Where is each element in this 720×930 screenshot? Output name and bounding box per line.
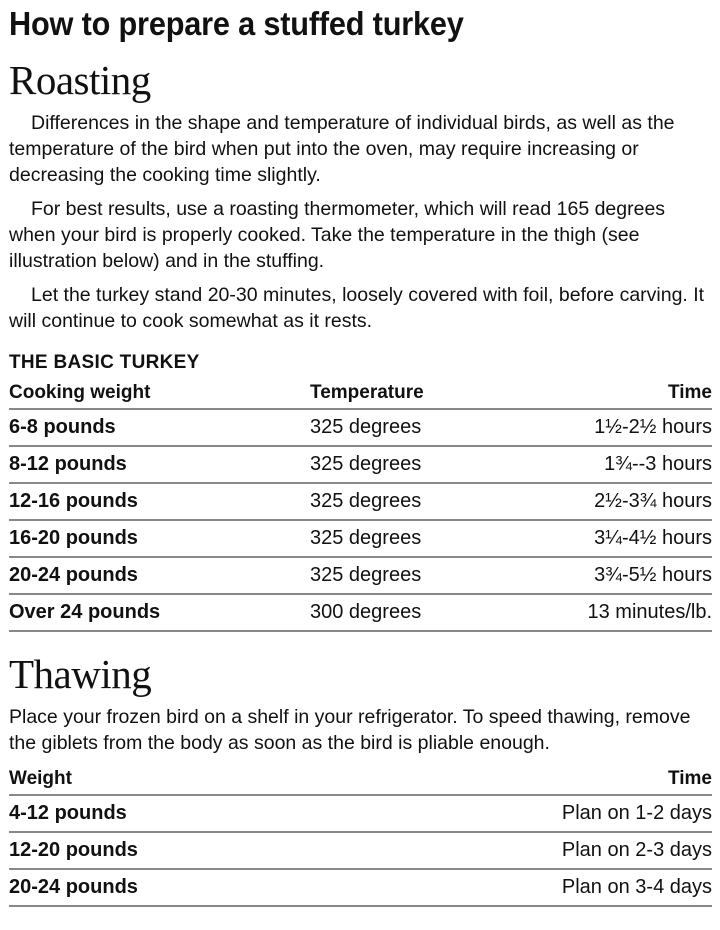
page [0,4,720,930]
thawing-paragraph: Place your frozen bird on a shelf in your refrigerator. To speed thawing, remove the giblets from the body as soon as the bird is pliable enough. [9,706,691,754]
table-row [9,832,712,869]
header-time: Time [667,382,712,403]
row-temperature: 325 degrees [310,416,422,438]
row-temperature: 325 degrees [310,527,422,549]
table-row [9,483,712,520]
row-temperature: 325 degrees [310,453,422,475]
table-header-row [9,764,712,795]
thawing-heading: Thawing [9,651,152,697]
roasting-heading: Roasting [9,57,151,103]
table-header-row [9,378,712,409]
row-time: Plan on 3-4 days [561,876,712,898]
row-weight: 8-12 pounds [9,453,127,475]
row-time: Plan on 2-3 days [561,839,712,861]
row-weight: 6-8 pounds [9,416,116,438]
row-temperature: 325 degrees [310,490,422,512]
row-time: Plan on 1-2 days [561,802,712,824]
row-weight: Over 24 pounds [9,601,161,623]
table-row [9,446,712,483]
row-weight: 12-16 pounds [9,490,138,512]
table-row [9,594,712,631]
row-weight: 4-12 pounds [9,802,127,824]
table-row [9,520,712,557]
table-row [9,409,712,446]
basic-turkey-table [9,378,712,632]
table-row [9,869,712,906]
thawing-table [9,764,712,907]
roasting-paragraph-2: For best results, use a roasting thermometer, which will read 165 degrees when your bird is properly cooked. Take the temperature in the thigh (see illustration below) and in the stuffing. [9,198,666,272]
header-temperature: Temperature [310,382,424,403]
row-time: 3¾-5½ hours [594,564,712,586]
header-weight: Weight [9,768,72,789]
row-time: 1½-2½ hours [594,416,712,438]
roasting-paragraph-1: Differences in the shape and temperature of individual birds, as well as the temperature of the bird when put into the oven, may require increasing or decreasing the cooking time slightly. [9,112,675,186]
row-time: 13 minutes/lb. [587,601,712,623]
table-row [9,795,712,832]
row-time: 3¼-4½ hours [594,527,712,549]
row-time: 2½-3¾ hours [594,490,712,512]
header-cooking-weight: Cooking weight [9,382,151,403]
row-weight: 12-20 pounds [9,839,138,861]
row-weight: 20-24 pounds [9,876,138,898]
basic-turkey-title: THE BASIC TURKEY [9,352,200,373]
row-time: 1¾--3 hours [604,453,712,475]
row-weight: 16-20 pounds [9,527,138,549]
header-time: Time [667,768,712,789]
page-title: How to prepare a stuffed turkey [9,5,464,42]
row-temperature: 325 degrees [310,564,422,586]
row-weight: 20-24 pounds [9,564,138,586]
roasting-paragraph-3: Let the turkey stand 20-30 minutes, loosely covered with foil, before carving. It will continue to cook somewhat as it rests. [9,284,705,332]
row-temperature: 300 degrees [310,601,422,623]
table-row [9,557,712,594]
